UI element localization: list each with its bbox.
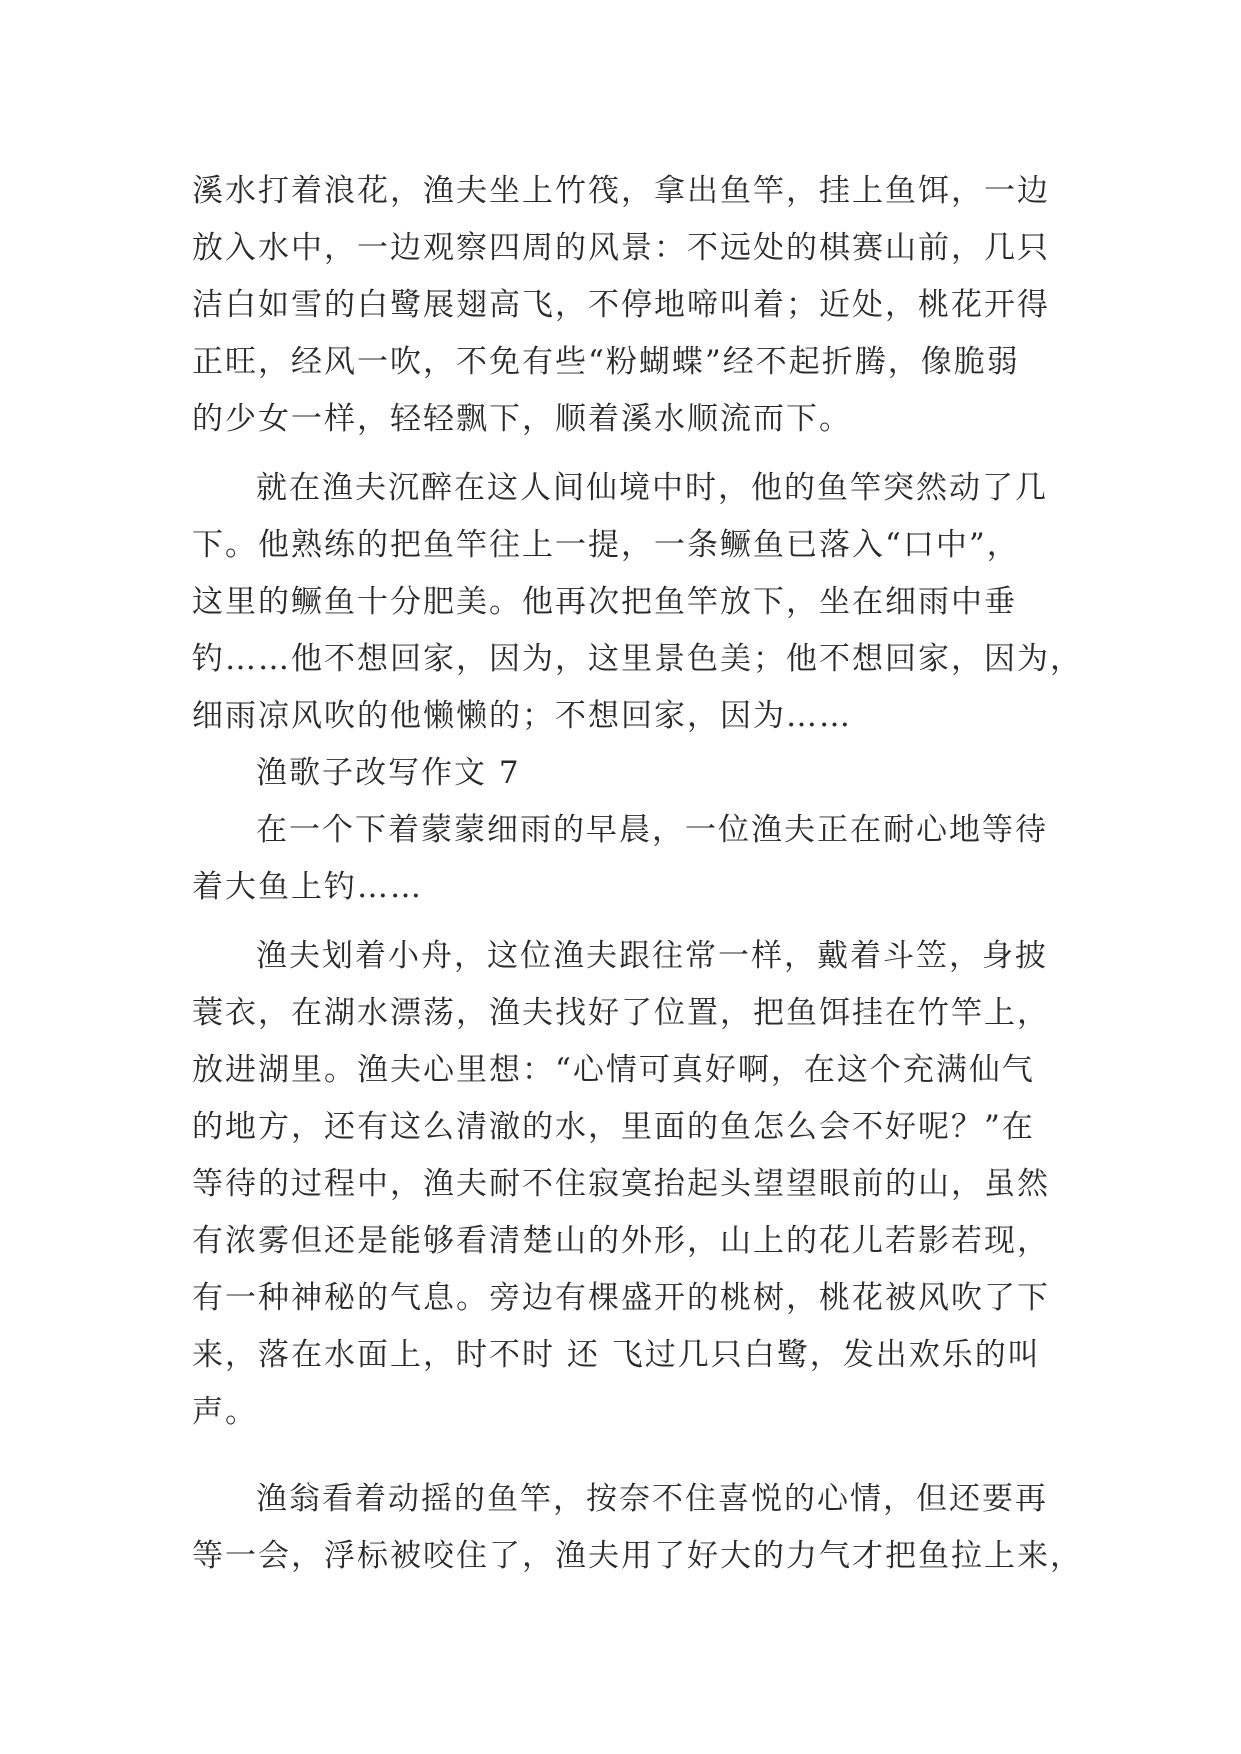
text-line: 的少女一样，轻轻飘下，顺着溪水顺流而下。	[192, 401, 852, 437]
article-body	[192, 163, 1083, 1585]
paragraph-start-line: 就在渔夫沉醉在这人间仙境中时，他的鱼竿突然动了几	[256, 470, 1048, 506]
paragraph-start-line: 渔夫划着小舟，这位渔夫跟往常一样，戴着斗笠，身披	[256, 938, 1048, 974]
text-line: 来，落在水面上，时不时 还 飞过几只白鹭，发出欢乐的叫	[192, 1337, 1041, 1373]
text-line: 这里的鳜鱼十分肥美。他再次把鱼竿放下，坐在细雨中垂	[192, 584, 1017, 620]
section-heading: 渔歌子改写作文 7	[256, 755, 521, 791]
text-line: 正旺，经风一吹，不免有些“粉蝴蝶”经不起折腾，像脆弱	[192, 344, 1020, 380]
paragraph-start-line: 渔翁看着动摇的鱼竿，按奈不住喜悦的心情，但还要再	[256, 1481, 1048, 1517]
text-line: 钓……他不想回家，因为，这里景色美；他不想回家，因为，	[192, 641, 1083, 677]
text-line: 洁白如雪的白鹭展翅高飞，不停地啼叫着；近处，桃花开得	[192, 287, 1050, 323]
text-line: 蓑衣，在湖水漂荡，渔夫找好了位置，把鱼饵挂在竹竿上，	[192, 995, 1050, 1031]
text-line: 溪水打着浪花，渔夫坐上竹筏，拿出鱼竿，挂上鱼饵，一边	[192, 173, 1050, 209]
text-line: 声。	[192, 1394, 258, 1430]
text-line: 细雨凉风吹的他懒懒的；不想回家，因为……	[192, 698, 852, 734]
text-line: 有一种神秘的气息。旁边有棵盛开的桃树，桃花被风吹了下	[192, 1280, 1050, 1316]
text-line: 放入水中，一边观察四周的风景：不远处的棋赛山前，几只	[192, 230, 1050, 266]
text-line: 等一会，浮标被咬住了，渔夫用了好大的力气才把鱼拉上来，	[192, 1538, 1083, 1574]
paragraph-start-line: 在一个下着蒙蒙细雨的早晨，一位渔夫正在耐心地等待	[256, 812, 1048, 848]
text-line: 放进湖里。渔夫心里想：“心情可真好啊，在这个充满仙气	[192, 1052, 1035, 1088]
text-line: 的地方，还有这么清澈的水，里面的鱼怎么会不好呢？”在	[192, 1109, 1035, 1145]
text-line: 有浓雾但还是能够看清楚山的外形，山上的花儿若影若现，	[192, 1223, 1050, 1259]
text-line: 等待的过程中，渔夫耐不住寂寞抬起头望望眼前的山，虽然	[192, 1166, 1050, 1202]
text-line: 着大鱼上钓……	[192, 869, 423, 905]
text-line: 下。他熟练的把鱼竿往上一提，一条鳜鱼已落入“口中”，	[192, 527, 1020, 563]
